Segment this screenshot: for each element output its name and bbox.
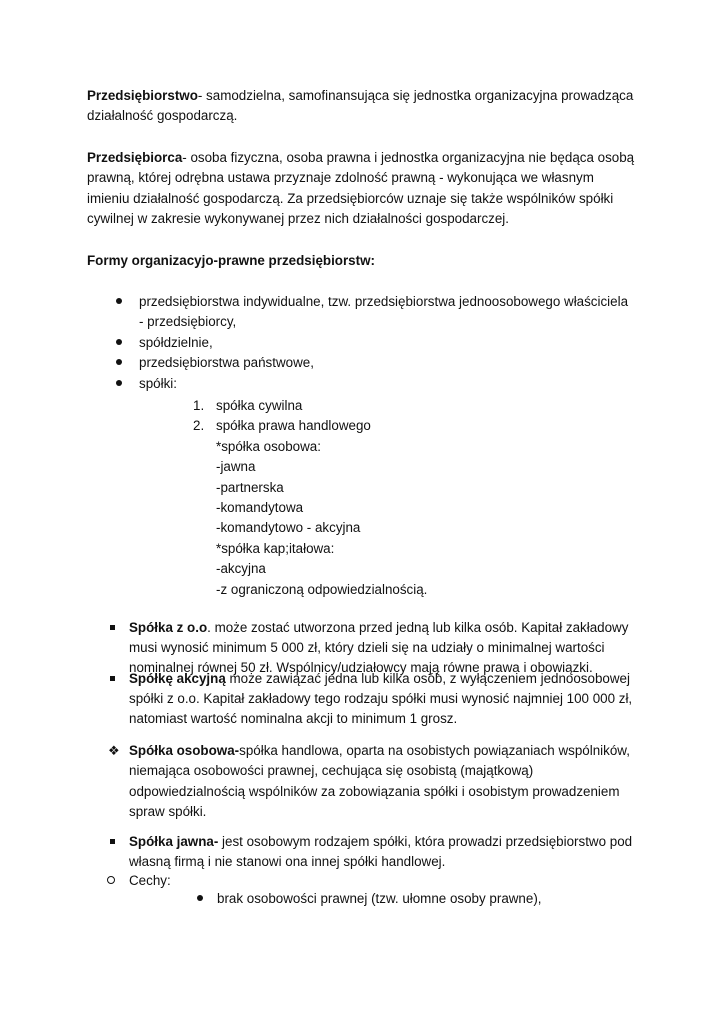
term-entrepreneur: Przedsiębiorca bbox=[87, 150, 183, 165]
sub-item: *spółka kap;itałowa: bbox=[216, 541, 335, 556]
sub-item: -komandytowo - akcyjna bbox=[216, 520, 361, 535]
numbered-item: spółka prawa handlowego bbox=[216, 418, 371, 433]
term-zoo: Spółka z o.o bbox=[129, 620, 208, 635]
sub-item: -z ograniczoną odpowiedzialnością. bbox=[216, 582, 428, 597]
paragraph-text: . może zostać utworzona przed jedną lub kilka osób. Kapitał zakładowy bbox=[207, 620, 629, 635]
definition-text: - samodzielna, samofinansująca się jednostka organizacyjna prowadząca bbox=[197, 88, 634, 103]
feature-item: brak osobowości prawnej (tzw. ułomne osoby prawne), bbox=[217, 891, 542, 906]
sub-item: -komandytowa bbox=[216, 500, 304, 515]
square-bullet-icon bbox=[110, 669, 115, 689]
paragraph-jawna bbox=[129, 832, 632, 852]
definition-text: - osoba fizyczna, osoba prawna i jednostka organizacyjna nie będąca osobą bbox=[182, 150, 635, 165]
paragraph-text: niemająca osobowości prawnej, cechująca się osobistą (majątkową) bbox=[129, 763, 534, 778]
bullet-icon bbox=[116, 374, 122, 394]
forms-heading: Formy organizacyjo-prawne przedsiębiorstw: bbox=[87, 253, 375, 268]
definition-enterprise bbox=[87, 86, 633, 106]
paragraph-text: jest osobowym rodzajem spółki, która prowadzi przedsiębiorstwo pod bbox=[218, 834, 633, 849]
list-number: 1. bbox=[193, 398, 205, 413]
numbered-item: spółka cywilna bbox=[216, 398, 303, 413]
square-bullet-icon bbox=[110, 832, 115, 852]
bullet-icon bbox=[116, 333, 122, 353]
paragraph-zoo bbox=[129, 618, 628, 638]
bullet-icon bbox=[116, 292, 122, 312]
paragraph-text: odpowiedzialnością wspólników za zobowiązania spółki i osobistym prowadzeniem bbox=[129, 784, 620, 799]
definition-entrepreneur bbox=[87, 148, 634, 168]
term-jawna: Spółka jawna- bbox=[129, 834, 219, 849]
paragraph-text: musi wynosić minimum 5 000 zł, który dzieli się na udziały o minimalnej wartości bbox=[129, 640, 605, 655]
sub-item: -jawna bbox=[216, 459, 256, 474]
list-item: przedsiębiorstwa indywidualne, tzw. przedsiębiorstwa jednoosobowego właściciela bbox=[139, 294, 629, 309]
paragraph-text: spółka handlowa, oparta na osobistych powiązaniach wspólników, bbox=[239, 743, 630, 758]
list-item-continuation: - przedsiębiorcy, bbox=[139, 314, 237, 329]
paragraph-text: natomiast wartość nominalna akcji to minimum 1 grosz. bbox=[129, 711, 458, 726]
list-item: spółdzielnie, bbox=[139, 335, 213, 350]
definition-text: cywilnej w zakresie wykonywanej przez nich działalności gospodarczej. bbox=[87, 211, 509, 226]
sub-item: -partnerska bbox=[216, 480, 284, 495]
list-item: przedsiębiorstwa państwowe, bbox=[139, 355, 314, 370]
paragraph-text: spraw spółki. bbox=[129, 804, 207, 819]
diamond-bullet-icon: ❖ bbox=[108, 743, 120, 758]
term-sa: Spółkę akcyjną bbox=[129, 671, 226, 686]
definition-text: prawną, której odrębna ustawa przyznaje zdolność prawną - wykonująca we własnym bbox=[87, 170, 594, 185]
circle-bullet-icon bbox=[107, 871, 115, 891]
paragraph-sa bbox=[129, 669, 630, 689]
definition-text: działalność gospodarczą. bbox=[87, 108, 238, 123]
square-bullet-icon bbox=[110, 618, 115, 638]
term-osobowa: Spółka osobowa- bbox=[129, 743, 240, 758]
list-item: spółki: bbox=[139, 376, 177, 391]
paragraph-text: spółki z o.o. Kapitał zakładowy tego rodzaju spółki musi wynosić najmniej 100 000 zł, bbox=[129, 691, 633, 706]
sub-item: *spółka osobowa: bbox=[216, 439, 321, 454]
definition-text: imieniu działalność gospodarczą. Za przedsiębiorców uznaje się także wspólników spółki bbox=[87, 191, 614, 206]
paragraph-osobowa bbox=[129, 741, 630, 761]
features-label: Cechy: bbox=[129, 873, 171, 888]
paragraph-text: nominalnej równej 50 zł. Wspólnicy/udziałowcy mają równe prawa i obowiązki. bbox=[129, 660, 593, 675]
term-enterprise: Przedsiębiorstwo bbox=[87, 88, 198, 103]
list-number: 2. bbox=[193, 418, 205, 433]
sub-item: -akcyjna bbox=[216, 561, 266, 576]
paragraph-text: może zawiązać jedna lub kilka osób, z wyłączeniem jednoosobowej bbox=[225, 671, 630, 686]
bullet-icon bbox=[197, 889, 203, 909]
paragraph-text: własną firmą i nie stanowi ona innej spółki handlowej. bbox=[129, 854, 446, 869]
bullet-icon bbox=[116, 353, 122, 373]
